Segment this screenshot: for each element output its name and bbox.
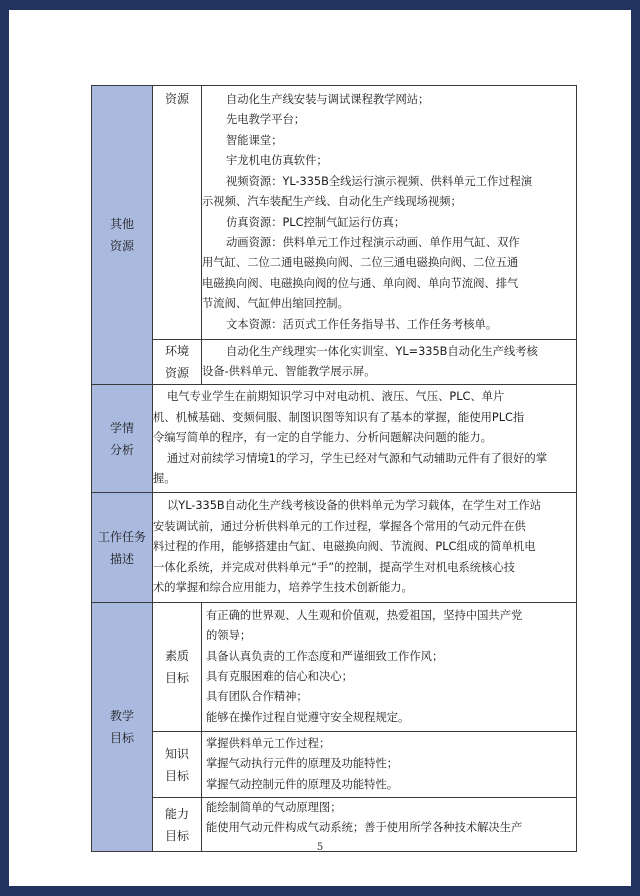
analysis-line: 机、机械基础、变频伺服、制图识图等知识有了基本的掌握，能使用PLC指: [153, 410, 525, 424]
knowledge-line: 掌握气动执行元件的原理及功能特性；: [206, 757, 399, 771]
knowledge-line: 掌握供料单元工作过程；: [206, 736, 331, 750]
sub-label-line: 目标: [164, 828, 189, 843]
quality-line: 的领导；: [206, 629, 252, 643]
resources-content: [202, 86, 577, 340]
category-label-line: 教学: [109, 709, 134, 723]
resources-line: 智能课堂；: [226, 133, 283, 147]
environment-line: 设备-供料单元、智能教学展示屏。: [202, 365, 376, 378]
resources-line: 示视频、汽车装配生产线、自动化生产线现场视频；: [202, 195, 462, 209]
sub-label-quality: [153, 603, 202, 732]
category-other-resources: [92, 86, 153, 385]
resources-line: 宇龙机电仿真软件；: [226, 154, 328, 168]
category-label-line: 目标: [109, 731, 134, 745]
resources-line: 视频资源：YL-335B全线运行演示视频、供料单元工作过程演: [226, 174, 533, 188]
category-label-line: 学情: [109, 420, 134, 435]
ability-line: 能使用气动元件构成气动系统；善于使用所学各种技术解决生产: [206, 821, 523, 835]
category-analysis: [92, 385, 153, 493]
sub-label-line: 目标: [164, 671, 189, 685]
quality-line: 能够在操作过程自觉遵守安全规程规定。: [206, 710, 410, 724]
document-page: [9, 10, 631, 886]
resources-line: 文本资源：活页式工作任务指导书、工作任务考核单。: [226, 317, 498, 331]
analysis-line: 握。: [153, 472, 176, 486]
task-line: 以YL-335B自动化生产线考核设备的供料单元为学习载体，在学生对工作站: [167, 499, 541, 513]
task-line: 一体化系统，并完成对供料单元“手”的控制，提高学生对机电系统核心技: [153, 560, 515, 574]
quality-line: 具有团队合作精神；: [206, 690, 308, 704]
sub-label-line: 环境: [164, 344, 189, 358]
environment-line: 自动化生产线理实一体化实训室、YL=335B自动化生产线考核: [226, 344, 538, 358]
category-label-line: 描述: [109, 551, 134, 566]
knowledge-content: [202, 732, 577, 798]
sub-label-line: 能力: [164, 806, 189, 821]
quality-content: [202, 603, 577, 732]
knowledge-line: 掌握气动控制元件的原理及功能特性。: [206, 777, 399, 791]
category-label-line: 分析: [109, 442, 134, 457]
task-line: 术的掌握和综合应用能力，培养学生技术创新能力。: [153, 581, 413, 595]
quality-line: 具备认真负责的工作态度和严谨细致工作作风；: [206, 649, 444, 663]
task-content: [153, 493, 577, 603]
analysis-line: 令编写简单的程序，有一定的自学能力、分析问题解决问题的能力。: [153, 431, 492, 445]
resources-line: 动画资源：供料单元工作过程演示动画、单作用气缸、双作: [226, 235, 520, 249]
resources-line: 用气缸、二位二通电磁换向阀、二位三通电磁换向阀、二位五通: [202, 256, 519, 270]
course-table: [91, 85, 577, 852]
quality-line: 有正确的世界观、人生观和价值观，热爱祖国，坚持中国共产党: [206, 608, 523, 622]
sub-label-line: 资源: [164, 366, 189, 380]
sub-label-line: 目标: [164, 768, 189, 783]
analysis-line: 电气专业学生在前期知识学习中对电动机、液压、气压、PLC、单片: [167, 390, 505, 404]
category-label-line: 工作任务: [97, 529, 146, 544]
resources-line: 仿真资源：PLC控制气缸运行仿真；: [226, 215, 406, 229]
resources-line: 电磁换向阀、电磁换向阀的位与通、单向阀、单向节流阀、排气: [202, 276, 519, 290]
analysis-line: 通过对前续学习情境1的学习，学生已经对气源和气动辅助元件有了很好的掌: [167, 451, 547, 465]
analysis-content: [153, 385, 577, 493]
sub-label-knowledge: [153, 732, 202, 798]
environment-content: [202, 340, 577, 385]
resources-line: 节流阀、气缸伸出缩回控制。: [202, 297, 349, 311]
sub-label-resources: 资源: [153, 86, 202, 340]
page-number: 5: [316, 842, 324, 853]
ability-line: 能绘制简单的气动原理图；: [206, 801, 342, 814]
resources-line: 先电教学平台；: [226, 113, 306, 127]
resources-line: 自动化生产线安装与调试课程教学网站；: [226, 93, 430, 107]
quality-line: 具有克服困难的信心和决心；: [206, 670, 353, 683]
category-label-line: 其他: [109, 217, 134, 231]
task-line: 料过程的作用，能够搭建由气缸、电磁换向阀、节流阀、PLC组成的简单机电: [153, 540, 536, 554]
category-label-line: 资源: [109, 239, 134, 253]
sub-label-line: 素质: [164, 649, 189, 663]
category-task: [92, 493, 153, 603]
sub-label-line: 知识: [164, 746, 189, 761]
sub-label-environment: [153, 340, 202, 385]
task-line: 安装调试前，通过分析供料单元的工作过程，掌握各个常用的气动元件在供: [153, 519, 526, 533]
category-goals: [92, 603, 153, 852]
